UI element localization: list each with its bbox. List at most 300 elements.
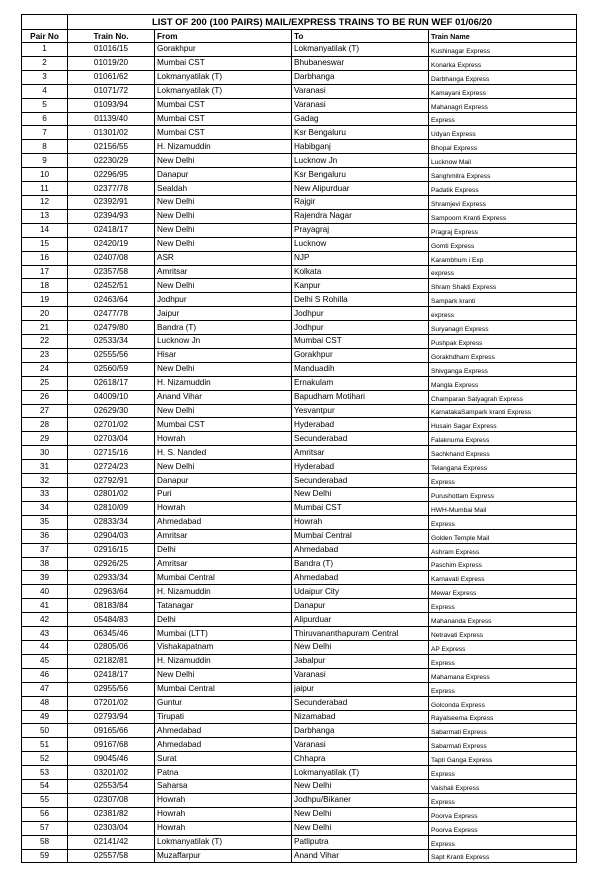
- train-name-cell: Express: [429, 599, 577, 613]
- train-no-cell: 02553/54: [68, 780, 155, 794]
- table-row: [22, 307, 577, 321]
- from-cell: H. Nizamuddin: [155, 140, 292, 154]
- pair-no-cell: 4: [22, 84, 68, 98]
- table-row: [22, 70, 577, 84]
- from-cell: ASR: [155, 251, 292, 265]
- from-cell: New Delhi: [155, 209, 292, 223]
- table-row: [22, 168, 577, 182]
- table-row: [22, 752, 577, 766]
- train-no-cell: 01061/62: [68, 70, 155, 84]
- pair-no-cell: 7: [22, 126, 68, 140]
- to-cell: Secunderabad: [292, 696, 429, 710]
- to-cell: Habibganj: [292, 140, 429, 154]
- pair-no-cell: 33: [22, 488, 68, 502]
- from-cell: New Delhi: [155, 154, 292, 168]
- from-cell: Muzaffarpur: [155, 849, 292, 863]
- to-cell: Yesvantpur: [292, 404, 429, 418]
- to-cell: Patliputra: [292, 835, 429, 849]
- to-cell: Alipurduar: [292, 613, 429, 627]
- to-cell: Thiruvananthapuram Central: [292, 627, 429, 641]
- train-no-cell: 09167/68: [68, 738, 155, 752]
- pair-no-cell: 21: [22, 321, 68, 335]
- table-row: [22, 682, 577, 696]
- table-row: [22, 780, 577, 794]
- to-cell: Bhubaneswar: [292, 56, 429, 70]
- pair-no-cell: 6: [22, 112, 68, 126]
- pair-no-cell: 3: [22, 70, 68, 84]
- pair-no-cell: 14: [22, 223, 68, 237]
- train-no-cell: 03201/02: [68, 766, 155, 780]
- table-row: [22, 209, 577, 223]
- train-no-cell: 02407/08: [68, 251, 155, 265]
- from-cell: Danapur: [155, 474, 292, 488]
- to-cell: Lokmanyatilak (T): [292, 43, 429, 57]
- to-cell: Mumbai Central: [292, 529, 429, 543]
- pair-no-cell: 27: [22, 404, 68, 418]
- pair-no-cell: 45: [22, 654, 68, 668]
- train-name-cell: Kamayani Express: [429, 84, 577, 98]
- train-name-cell: Mewar Express: [429, 585, 577, 599]
- from-cell: New Delhi: [155, 668, 292, 682]
- train-name-cell: Express: [429, 766, 577, 780]
- table-row: [22, 321, 577, 335]
- from-cell: H. Nizamuddin: [155, 376, 292, 390]
- from-cell: Howrah: [155, 793, 292, 807]
- pair-no-cell: 11: [22, 182, 68, 196]
- table-row: [22, 529, 577, 543]
- from-cell: Gorakhpur: [155, 43, 292, 57]
- pair-no-cell: 53: [22, 766, 68, 780]
- table-row: [22, 362, 577, 376]
- pair-no-cell: 44: [22, 640, 68, 654]
- pair-no-cell: 18: [22, 279, 68, 293]
- train-name-cell: Sanghmitra Express: [429, 168, 577, 182]
- pair-no-cell: 59: [22, 849, 68, 863]
- train-no-cell: 07201/02: [68, 696, 155, 710]
- table-row: [22, 460, 577, 474]
- from-cell: Howrah: [155, 432, 292, 446]
- train-name-cell: Champaran Satyagrah Express: [429, 390, 577, 404]
- pair-no-cell: 17: [22, 265, 68, 279]
- to-cell: Anand Vihar: [292, 849, 429, 863]
- train-name-cell: Express: [429, 793, 577, 807]
- train-name-cell: Poorva Express: [429, 821, 577, 835]
- from-cell: Ahmedabad: [155, 724, 292, 738]
- pair-no-cell: 47: [22, 682, 68, 696]
- to-cell: Hyderabad: [292, 418, 429, 432]
- from-cell: Ahmedabad: [155, 738, 292, 752]
- pair-no-cell: 40: [22, 585, 68, 599]
- train-no-cell: 02724/23: [68, 460, 155, 474]
- train-name-cell: Suryanagri Express: [429, 321, 577, 335]
- from-cell: Saharsa: [155, 780, 292, 794]
- train-name-cell: Poorva Express: [429, 807, 577, 821]
- pair-no-cell: 9: [22, 154, 68, 168]
- train-name-cell: Falaknuma Express: [429, 432, 577, 446]
- to-cell: Amritsar: [292, 446, 429, 460]
- to-cell: Darbhanga: [292, 724, 429, 738]
- train-no-cell: 02555/56: [68, 348, 155, 362]
- train-no-cell: 02463/64: [68, 293, 155, 307]
- table-row: [22, 501, 577, 515]
- train-name-cell: Ashram Express: [429, 543, 577, 557]
- table-row: [22, 223, 577, 237]
- table-row: [22, 613, 577, 627]
- train-name-cell: Express: [429, 835, 577, 849]
- train-name-cell: AP Express: [429, 640, 577, 654]
- from-cell: Hisar: [155, 348, 292, 362]
- train-no-cell: 02701/02: [68, 418, 155, 432]
- from-cell: Guntur: [155, 696, 292, 710]
- train-name-cell: Express: [429, 515, 577, 529]
- train-no-cell: 02557/58: [68, 849, 155, 863]
- to-cell: Mumbai CST: [292, 335, 429, 349]
- train-no-cell: 02392/91: [68, 195, 155, 209]
- from-cell: New Delhi: [155, 460, 292, 474]
- to-cell: Howrah: [292, 515, 429, 529]
- to-cell: Lucknow Jn: [292, 154, 429, 168]
- from-cell: Jodhpur: [155, 293, 292, 307]
- table-row: [22, 599, 577, 613]
- pair-no-cell: 26: [22, 390, 68, 404]
- table-row: [22, 724, 577, 738]
- pair-no-cell: 49: [22, 710, 68, 724]
- train-no-cell: 02296/95: [68, 168, 155, 182]
- pair-no-cell: 29: [22, 432, 68, 446]
- table-row: [22, 140, 577, 154]
- to-cell: Prayagraj: [292, 223, 429, 237]
- train-no-cell: 02477/78: [68, 307, 155, 321]
- table-row: [22, 640, 577, 654]
- train-no-cell: 02230/29: [68, 154, 155, 168]
- pair-no-cell: 22: [22, 335, 68, 349]
- train-no-cell: 02307/08: [68, 793, 155, 807]
- table-row: [22, 807, 577, 821]
- train-no-cell: 01139/40: [68, 112, 155, 126]
- train-name-cell: Darbhanga Express: [429, 70, 577, 84]
- header-row: [22, 30, 577, 43]
- to-cell: Ksr Bengaluru: [292, 168, 429, 182]
- from-cell: Lokmanyatilak (T): [155, 84, 292, 98]
- from-cell: Ahmedabad: [155, 515, 292, 529]
- pair-no-cell: 25: [22, 376, 68, 390]
- train-name-cell: Shivganga Express: [429, 362, 577, 376]
- train-name-cell: Sampoorn Kranti Express: [429, 209, 577, 223]
- train-no-cell: 06345/46: [68, 627, 155, 641]
- table-row: [22, 543, 577, 557]
- pair-no-cell: 30: [22, 446, 68, 460]
- to-cell: NJP: [292, 251, 429, 265]
- to-cell: Lucknow: [292, 237, 429, 251]
- train-no-cell: 02560/59: [68, 362, 155, 376]
- header-pair-no: Pair No: [22, 30, 68, 43]
- train-name-cell: Express: [429, 474, 577, 488]
- table-row: [22, 766, 577, 780]
- to-cell: Bapudham Motihari: [292, 390, 429, 404]
- train-no-cell: 02182/81: [68, 654, 155, 668]
- train-name-cell: KarnatakaSampark kranti Express: [429, 404, 577, 418]
- table-row: [22, 43, 577, 57]
- header-train-name: Train Name: [429, 30, 577, 43]
- train-name-cell: Paschim Express: [429, 557, 577, 571]
- pair-no-cell: 58: [22, 835, 68, 849]
- train-no-cell: 02418/17: [68, 668, 155, 682]
- from-cell: Lokmanyatilak (T): [155, 70, 292, 84]
- to-cell: Mumbai CST: [292, 501, 429, 515]
- pair-no-cell: 39: [22, 571, 68, 585]
- pair-no-cell: 32: [22, 474, 68, 488]
- train-name-cell: Telangana Express: [429, 460, 577, 474]
- from-cell: Danapur: [155, 168, 292, 182]
- pair-no-cell: 36: [22, 529, 68, 543]
- pair-no-cell: 52: [22, 752, 68, 766]
- to-cell: Jodhpu/Bikaner: [292, 793, 429, 807]
- train-name-cell: Sabarmati Express: [429, 724, 577, 738]
- pair-no-cell: 1: [22, 43, 68, 57]
- to-cell: Manduadih: [292, 362, 429, 376]
- train-name-cell: express: [429, 307, 577, 321]
- train-no-cell: 02810/09: [68, 501, 155, 515]
- from-cell: Mumbai CST: [155, 56, 292, 70]
- to-cell: Darbhanga: [292, 70, 429, 84]
- table-row: [22, 418, 577, 432]
- table-row: [22, 404, 577, 418]
- from-cell: Anand Vihar: [155, 390, 292, 404]
- train-no-cell: 02303/04: [68, 821, 155, 835]
- to-cell: New Delhi: [292, 488, 429, 502]
- from-cell: H. Nizamuddin: [155, 585, 292, 599]
- train-no-cell: 02955/56: [68, 682, 155, 696]
- to-cell: Ksr Bengaluru: [292, 126, 429, 140]
- table-row: [22, 571, 577, 585]
- table-row: [22, 182, 577, 196]
- pair-no-cell: 50: [22, 724, 68, 738]
- title-row: [22, 15, 577, 30]
- pair-no-cell: 54: [22, 780, 68, 794]
- train-name-cell: Vaishali Express: [429, 780, 577, 794]
- to-cell: Kanpur: [292, 279, 429, 293]
- to-cell: Ahmedabad: [292, 543, 429, 557]
- to-cell: Secunderabad: [292, 432, 429, 446]
- to-cell: Gorakhpur: [292, 348, 429, 362]
- to-cell: Gadag: [292, 112, 429, 126]
- document-title: LIST OF 200 (100 PAIRS) MAIL/EXPRESS TRAINS TO BE RUN WEF 01/06/20: [68, 15, 577, 30]
- table-row: [22, 627, 577, 641]
- from-cell: Delhi: [155, 543, 292, 557]
- train-name-cell: Kushinagar Express: [429, 43, 577, 57]
- from-cell: Howrah: [155, 821, 292, 835]
- to-cell: Varanasi: [292, 668, 429, 682]
- table-row: [22, 557, 577, 571]
- train-name-cell: Express: [429, 654, 577, 668]
- table-row: [22, 446, 577, 460]
- from-cell: Patna: [155, 766, 292, 780]
- train-name-cell: Gomti Express: [429, 237, 577, 251]
- pair-no-cell: 35: [22, 515, 68, 529]
- table-row: [22, 126, 577, 140]
- train-name-cell: Bhopal Express: [429, 140, 577, 154]
- pair-no-cell: 34: [22, 501, 68, 515]
- train-no-cell: 02833/34: [68, 515, 155, 529]
- train-no-cell: 02418/17: [68, 223, 155, 237]
- table-row: [22, 835, 577, 849]
- table-row: [22, 849, 577, 863]
- train-name-cell: Sapt Kranti Express: [429, 849, 577, 863]
- train-no-cell: 01071/72: [68, 84, 155, 98]
- to-cell: New Delhi: [292, 821, 429, 835]
- train-no-cell: 01016/15: [68, 43, 155, 57]
- pair-no-cell: 31: [22, 460, 68, 474]
- train-no-cell: 02452/51: [68, 279, 155, 293]
- to-cell: Bandra (T): [292, 557, 429, 571]
- pair-no-cell: 15: [22, 237, 68, 251]
- to-cell: Udaipur City: [292, 585, 429, 599]
- from-cell: Mumbai CST: [155, 98, 292, 112]
- from-cell: Delhi: [155, 613, 292, 627]
- table-row: [22, 654, 577, 668]
- train-name-cell: Mahamana Express: [429, 668, 577, 682]
- train-name-cell: Karnavati Express: [429, 571, 577, 585]
- train-name-cell: Golden Temple Mail: [429, 529, 577, 543]
- train-name-cell: Husain Sagar Express: [429, 418, 577, 432]
- from-cell: Jaipur: [155, 307, 292, 321]
- from-cell: New Delhi: [155, 223, 292, 237]
- train-no-cell: 01019/20: [68, 56, 155, 70]
- train-name-cell: express: [429, 265, 577, 279]
- from-cell: Puri: [155, 488, 292, 502]
- train-name-cell: Sampark kranti: [429, 293, 577, 307]
- to-cell: Jodhpur: [292, 321, 429, 335]
- table-row: [22, 488, 577, 502]
- to-cell: Varanasi: [292, 98, 429, 112]
- from-cell: Tirupati: [155, 710, 292, 724]
- pair-no-cell: 16: [22, 251, 68, 265]
- table-row: [22, 738, 577, 752]
- from-cell: New Delhi: [155, 237, 292, 251]
- header-from: From: [155, 30, 292, 43]
- table-row: [22, 474, 577, 488]
- table-row: [22, 56, 577, 70]
- train-name-cell: Lucknow Mail: [429, 154, 577, 168]
- train-no-cell: 02479/80: [68, 321, 155, 335]
- train-name-cell: Purushottam Express: [429, 488, 577, 502]
- train-no-cell: 02916/15: [68, 543, 155, 557]
- table-row: [22, 696, 577, 710]
- pair-no-cell: 24: [22, 362, 68, 376]
- from-cell: Mumbai (LTT): [155, 627, 292, 641]
- to-cell: Varanasi: [292, 738, 429, 752]
- table-row: [22, 195, 577, 209]
- table-row: [22, 515, 577, 529]
- pair-no-cell: 10: [22, 168, 68, 182]
- header-train-no: Train No.: [68, 30, 155, 43]
- to-cell: Rajendra Nagar: [292, 209, 429, 223]
- from-cell: Mumbai Central: [155, 682, 292, 696]
- table-row: [22, 265, 577, 279]
- table-row: [22, 390, 577, 404]
- to-cell: Lokmanyatilak (T): [292, 766, 429, 780]
- train-name-cell: HWH-Mumbai Mail: [429, 501, 577, 515]
- from-cell: Howrah: [155, 501, 292, 515]
- table-row: [22, 98, 577, 112]
- train-no-cell: 02805/06: [68, 640, 155, 654]
- train-no-cell: 02156/55: [68, 140, 155, 154]
- pair-no-cell: 19: [22, 293, 68, 307]
- to-cell: Varanasi: [292, 84, 429, 98]
- from-cell: New Delhi: [155, 404, 292, 418]
- from-cell: New Delhi: [155, 362, 292, 376]
- train-name-cell: Sachkhand Express: [429, 446, 577, 460]
- from-cell: Lokmanyatilak (T): [155, 835, 292, 849]
- train-name-cell: Netravati Express: [429, 627, 577, 641]
- from-cell: Surat: [155, 752, 292, 766]
- train-no-cell: 02629/30: [68, 404, 155, 418]
- pair-no-cell: 57: [22, 821, 68, 835]
- to-cell: Ernakulam: [292, 376, 429, 390]
- table-row: [22, 251, 577, 265]
- to-cell: New Delhi: [292, 640, 429, 654]
- table-row: [22, 112, 577, 126]
- table-row: [22, 585, 577, 599]
- train-no-cell: 01093/94: [68, 98, 155, 112]
- from-cell: Amritsar: [155, 529, 292, 543]
- title-blank-cell: [22, 15, 68, 30]
- train-no-cell: 01301/02: [68, 126, 155, 140]
- table-row: [22, 821, 577, 835]
- pair-no-cell: 56: [22, 807, 68, 821]
- train-name-cell: Mahanagri Express: [429, 98, 577, 112]
- train-no-cell: 02703/04: [68, 432, 155, 446]
- train-name-cell: Express: [429, 112, 577, 126]
- from-cell: Vishakapatnam: [155, 640, 292, 654]
- to-cell: jaipur: [292, 682, 429, 696]
- table-row: [22, 293, 577, 307]
- train-no-cell: 02933/34: [68, 571, 155, 585]
- train-no-cell: 04009/10: [68, 390, 155, 404]
- from-cell: Amritsar: [155, 265, 292, 279]
- train-name-cell: Express: [429, 682, 577, 696]
- from-cell: Mumbai CST: [155, 112, 292, 126]
- train-no-cell: 02792/91: [68, 474, 155, 488]
- pair-no-cell: 12: [22, 195, 68, 209]
- train-no-cell: 02963/64: [68, 585, 155, 599]
- train-list-table: [21, 14, 577, 863]
- train-name-cell: Padatik Express: [429, 182, 577, 196]
- to-cell: Hyderabad: [292, 460, 429, 474]
- to-cell: New Delhi: [292, 780, 429, 794]
- from-cell: Lucknow Jn: [155, 335, 292, 349]
- to-cell: Ahmedabad: [292, 571, 429, 585]
- to-cell: Jodhpur: [292, 307, 429, 321]
- train-name-cell: Pushpak Express: [429, 335, 577, 349]
- train-no-cell: 02381/82: [68, 807, 155, 821]
- to-cell: Danapur: [292, 599, 429, 613]
- pair-no-cell: 51: [22, 738, 68, 752]
- to-cell: Kolkata: [292, 265, 429, 279]
- train-name-cell: Golconda Express: [429, 696, 577, 710]
- train-no-cell: 02904/03: [68, 529, 155, 543]
- train-name-cell: Udyan Express: [429, 126, 577, 140]
- train-no-cell: 09045/46: [68, 752, 155, 766]
- train-no-cell: 09165/66: [68, 724, 155, 738]
- pair-no-cell: 28: [22, 418, 68, 432]
- to-cell: Chhapra: [292, 752, 429, 766]
- to-cell: Nizamabad: [292, 710, 429, 724]
- train-name-cell: Rayalseema Express: [429, 710, 577, 724]
- train-no-cell: 02926/25: [68, 557, 155, 571]
- table-row: [22, 793, 577, 807]
- train-no-cell: 02715/16: [68, 446, 155, 460]
